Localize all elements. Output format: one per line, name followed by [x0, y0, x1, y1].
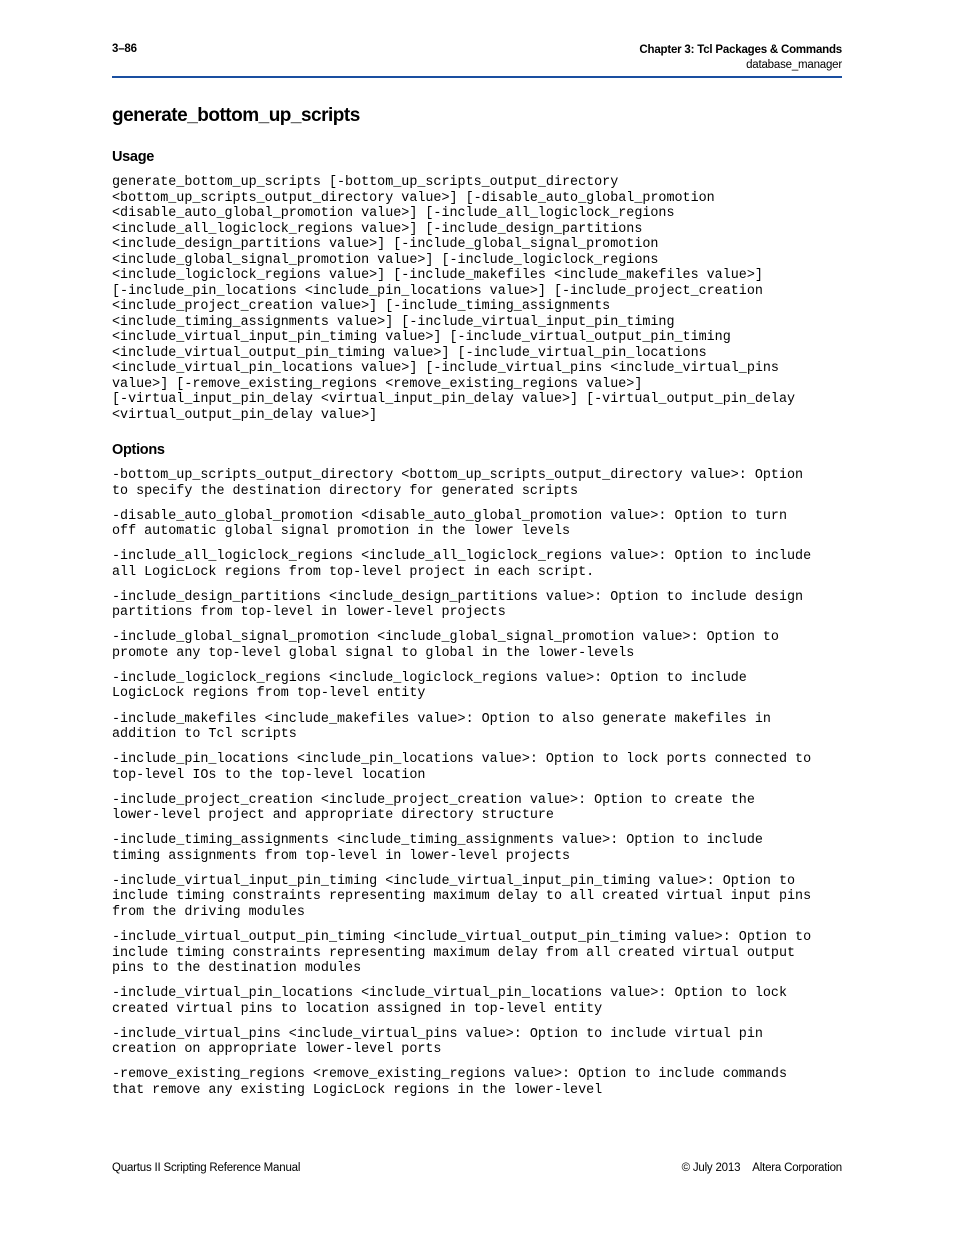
options-list	[112, 468, 842, 1108]
option-item: -include_timing_assignments <include_timing_assignments value>: Option to include timing assignments from top-level in lower-level projects	[112, 833, 763, 864]
page-number: 3–86	[112, 43, 137, 55]
footer-manual-title: Quartus II Scripting Reference Manual	[112, 1162, 301, 1174]
option-item: -include_makefiles <include_makefiles value>: Option to also generate makefiles in addition to Tcl scripts	[112, 711, 771, 743]
option-item: -include_global_signal_promotion <include_global_signal_promotion value>: Option to promote any top-level global signal to global in the lower-levels	[112, 630, 779, 661]
section-name: database_manager	[746, 59, 842, 71]
option-item: -include_virtual_pins <include_virtual_pins value>: Option to include virtual pin creation on appropriate lower-level ports	[112, 1026, 763, 1058]
footer-date: © July 2013	[681, 1162, 741, 1174]
usage-lines	[112, 175, 795, 423]
option-item: -include_all_logiclock_regions <include_all_logiclock_regions value>: Option to include all LogicLock regions from top-level project in each script.	[112, 549, 812, 580]
usage-line: [-include_pin_locations <include_pin_locations value>] [-include_project_creation	[112, 283, 763, 299]
usage-line: <include_virtual_pin_locations value>] [-include_virtual_pins <include_virtual_pins	[112, 361, 779, 376]
options-heading: Options	[112, 442, 165, 458]
running-header	[639, 43, 842, 73]
option-item: -disable_auto_global_promotion <disable_auto_global_promotion value>: Option to turn off automatic global signal promotion in the lower levels	[112, 508, 787, 540]
header-divider	[112, 76, 842, 78]
option-item: -include_pin_locations <include_pin_locations value>: Option to lock ports connected to top-level IOs to the top-level location	[112, 752, 812, 783]
footer-company: Altera Corporation	[752, 1162, 842, 1174]
option-item: -bottom_up_scripts_output_directory <bottom_up_scripts_output_directory value>: Option to specify the destination directory for generated scripts	[112, 468, 804, 499]
usage-line: generate_bottom_up_scripts [-bottom_up_scripts_output_directory	[112, 175, 619, 190]
option-item: -include_design_partitions <include_design_partitions value>: Option to include design partitions from top-level in lower-level projects	[112, 589, 804, 621]
option-item: -include_virtual_pin_locations <include_virtual_pin_locations value>: Option to lock created virtual pins to location assigned in top-level entity	[112, 986, 787, 1017]
usage-line: [-virtual_input_pin_delay <virtual_input_pin_delay value>] [-virtual_output_pin_delay	[112, 392, 796, 407]
usage-line: <include_logiclock_regions value>] [-include_makefiles <include_makefiles value>]	[112, 268, 763, 283]
usage-line: <include_virtual_input_pin_timing value>] [-include_virtual_output_pin_timing	[112, 330, 731, 345]
option-item: -include_virtual_input_pin_timing <include_virtual_input_pin_timing value>: Option to include timing constraints representing maximum delay to all created virtual input pins from the driving modules	[112, 873, 812, 920]
usage-heading: Usage	[112, 149, 155, 165]
usage-line: <disable_auto_global_promotion value>] [-include_all_logiclock_regions	[112, 206, 675, 221]
usage-line: <include_all_logiclock_regions value>] [-include_design_partitions	[112, 221, 643, 237]
usage-line: <include_design_partitions value>] [-include_global_signal_promotion	[112, 237, 659, 252]
usage-line: <include_project_creation value>] [-include_timing_assignments	[112, 299, 611, 314]
usage-code-block	[112, 175, 795, 423]
option-item: -include_logiclock_regions <include_logiclock_regions value>: Option to include LogicLock regions from top-level entity	[112, 670, 747, 702]
usage-line: <include_timing_assignments value>] [-include_virtual_input_pin_timing	[112, 314, 675, 330]
option-item: -include_project_creation <include_project_creation value>: Option to create the lower-level project and appropriate directory structure	[112, 792, 755, 824]
option-item: -include_virtual_output_pin_timing <include_virtual_output_pin_timing value>: Option to include timing constraints representing maximum delay from all created virtual output pins to the destination modules	[112, 930, 812, 977]
usage-line: <virtual_output_pin_delay value>]	[112, 407, 378, 423]
chapter-title: Chapter 3: Tcl Packages & Commands	[639, 44, 842, 56]
usage-line: <include_virtual_output_pin_timing value>] [-include_virtual_pin_locations	[112, 345, 707, 361]
page-title: generate_bottom_up_scripts	[112, 105, 360, 126]
usage-line: <bottom_up_scripts_output_directory value>] [-disable_auto_global_promotion	[112, 190, 715, 206]
option-item: -remove_existing_regions <remove_existing_regions value>: Option to include commands that remove any existing LogicLock regions in the lower-level	[112, 1067, 787, 1098]
usage-line: value>] [-remove_existing_regions <remove_existing_regions value>]	[112, 376, 643, 392]
footer-copyright	[682, 1162, 842, 1174]
usage-line: <include_global_signal_promotion value>] [-include_logiclock_regions	[112, 252, 659, 268]
